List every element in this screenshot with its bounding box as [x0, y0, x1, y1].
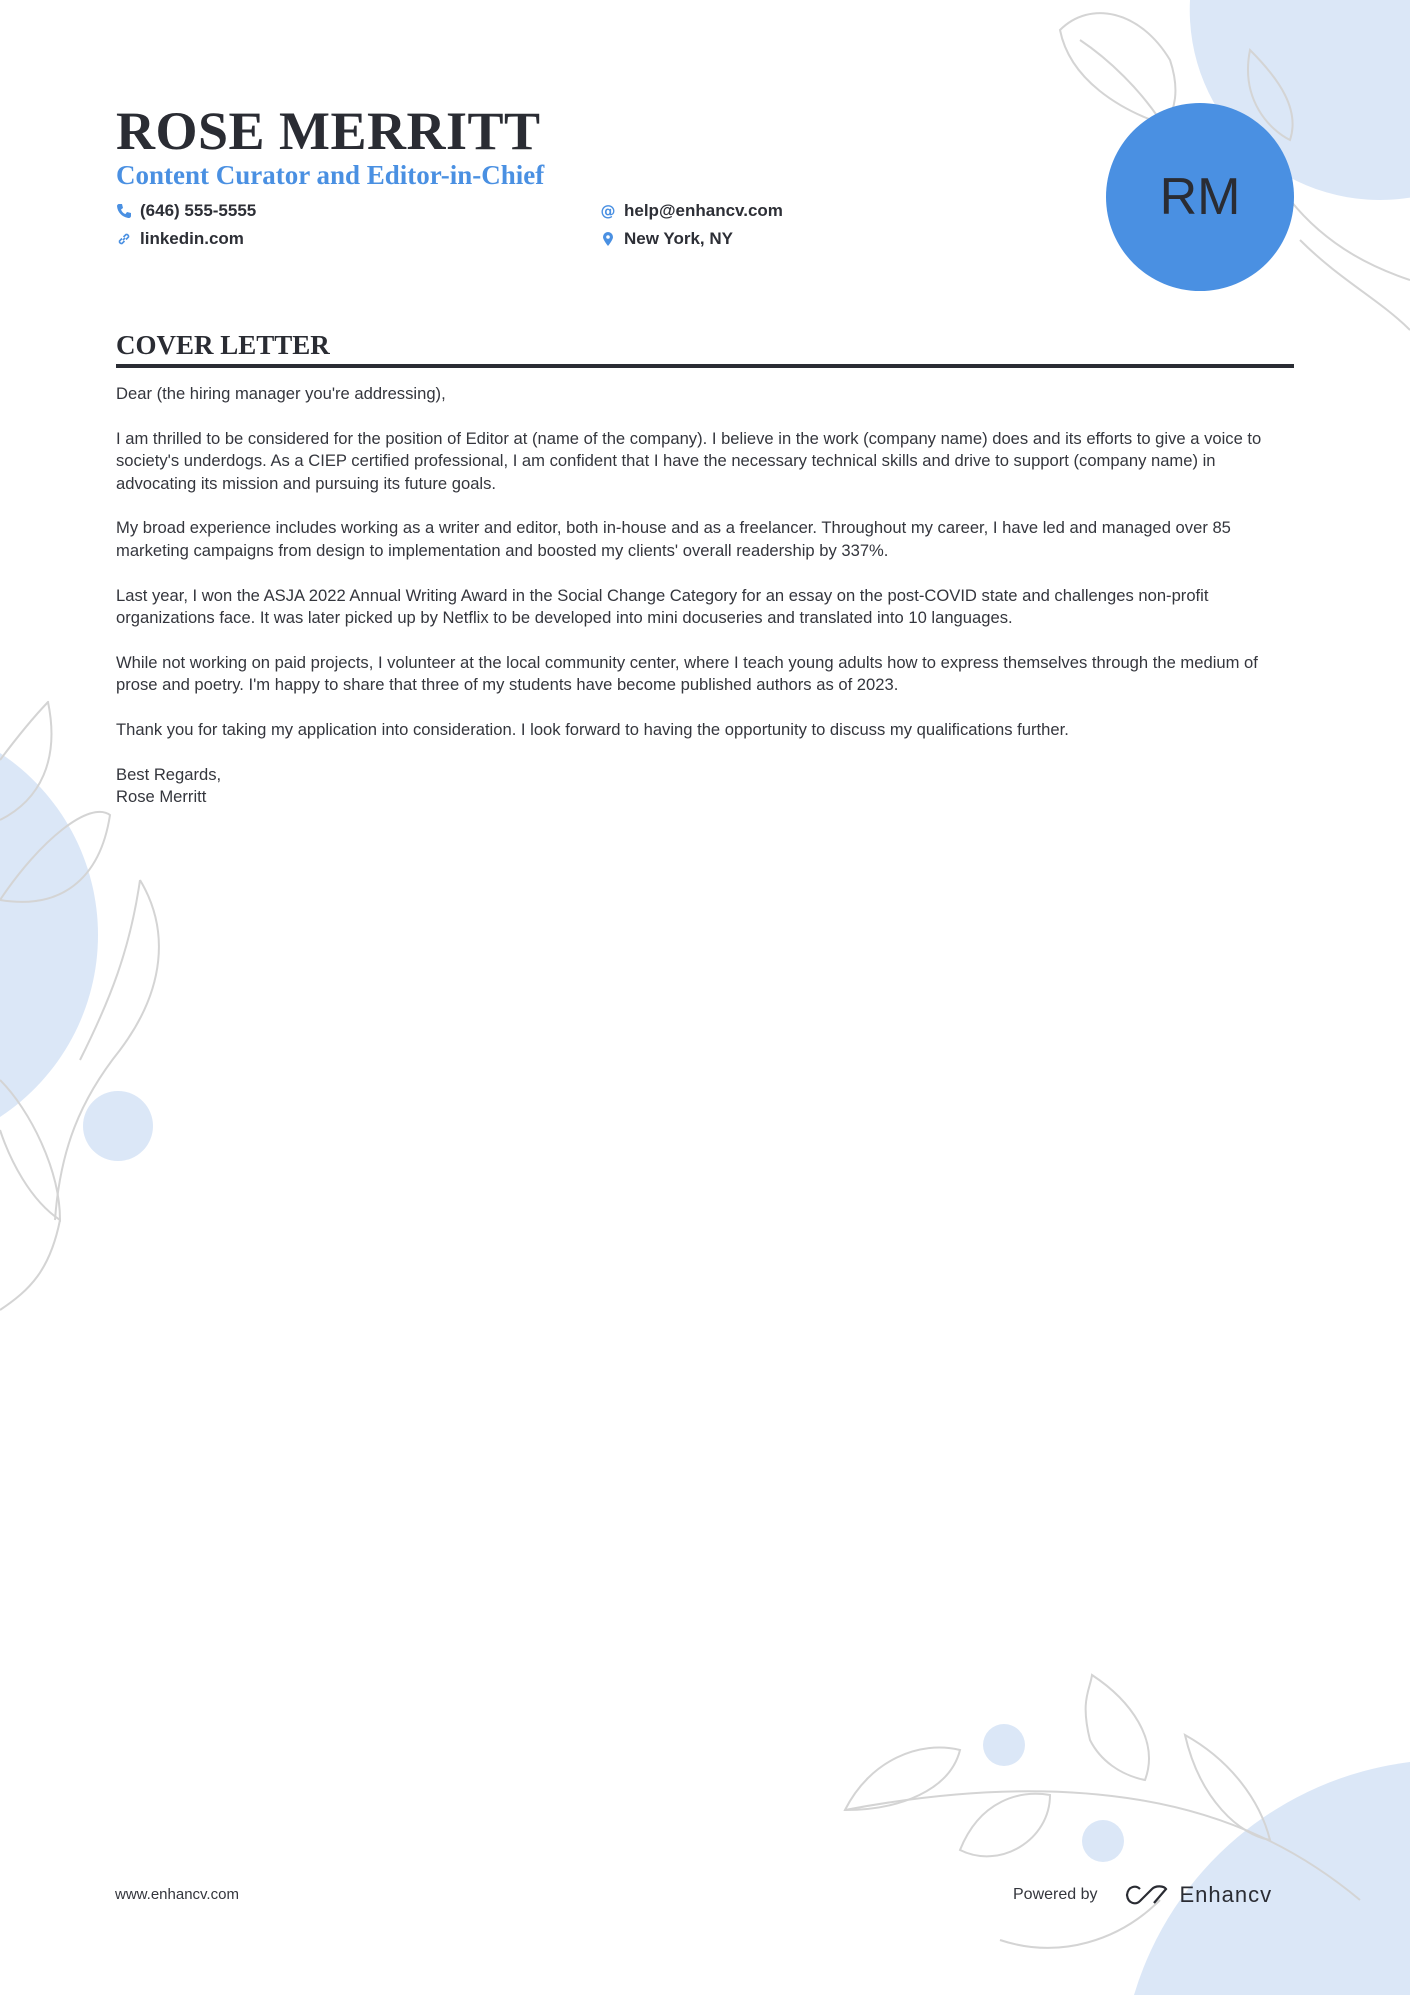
powered-by-label: Powered by	[1013, 1886, 1098, 1903]
email-text[interactable]: help@enhancv.com	[624, 201, 783, 220]
paragraph: Last year, I won the ASJA 2022 Annual Writing Award in the Social Change Category for an essay on the post-COVID state and challenges non-profit organizations face. It was later picked up by Netflix to be developed into mini docuseries and translated into 10 languages.	[116, 585, 1209, 628]
signature: Rose Merritt	[116, 787, 207, 807]
powered-by	[1013, 1882, 1272, 1908]
enhancv-brand: Enhancv	[1179, 1882, 1273, 1907]
letter-body	[116, 383, 1276, 809]
paragraph: While not working on paid projects, I volunteer at the local community center, where I teach young adults how to express themselves through the medium of prose and poetry. I'm happy to share that three of my students have become published authors as of 2023.	[116, 652, 1258, 695]
contact-link[interactable]	[116, 229, 244, 249]
candidate-name: ROSE MERRITT	[116, 101, 541, 161]
paragraph: I am thrilled to be considered for the position of Editor at (name of the company). I believe in the work (company name) does and its efforts to give a voice to society's underdogs. As a CIEP certified professional, I am confident that I have the necessary technical skills and drive to support (company name) in advocating its mission and pursuing its future goals.	[116, 428, 1262, 493]
decor-dot-left	[83, 1091, 153, 1161]
enhancv-logo-icon	[1124, 1883, 1170, 1907]
phone-icon	[116, 203, 132, 219]
link-icon	[116, 231, 132, 247]
section-title: COVER LETTER	[116, 330, 330, 360]
enhancv-logo[interactable]	[1124, 1882, 1273, 1908]
section-divider	[116, 364, 1294, 368]
link-text[interactable]: linkedin.com	[140, 229, 244, 248]
contact-phone	[116, 201, 256, 221]
at-icon	[600, 203, 616, 219]
paragraph: My broad experience includes working as a writer and editor, both in-house and as a freelancer. Throughout my career, I have led and managed over 85 marketing campaigns from design to implementation and boosted my clients' overall readership by 337%.	[116, 518, 1231, 560]
closing: Best Regards,	[116, 764, 222, 784]
svg-text:@: @	[600, 203, 616, 219]
decor-dot-bottom-2	[1082, 1820, 1124, 1862]
location-pin-icon	[600, 231, 616, 247]
footer-url[interactable]: www.enhancv.com	[115, 1886, 239, 1903]
phone-text: (646) 555-5555	[140, 201, 257, 220]
decor-dot-bottom-1	[983, 1724, 1025, 1766]
avatar-initials: RM	[1106, 103, 1294, 291]
paragraph: Thank you for taking my application into consideration. I look forward to having the opportunity to discuss my qualifications further.	[116, 719, 1069, 739]
contact-location	[600, 229, 733, 249]
leaf-drawings	[0, 13, 1410, 1948]
candidate-title: Content Curator and Editor-in-Chief	[116, 160, 545, 190]
decor-circle-left	[0, 753, 98, 1117]
decor-circle-bottom-right	[1134, 1762, 1410, 1995]
location-text: New York, NY	[624, 229, 733, 248]
greeting: Dear (the hiring manager you're addressing),	[116, 384, 446, 403]
contact-email[interactable]	[600, 201, 783, 221]
